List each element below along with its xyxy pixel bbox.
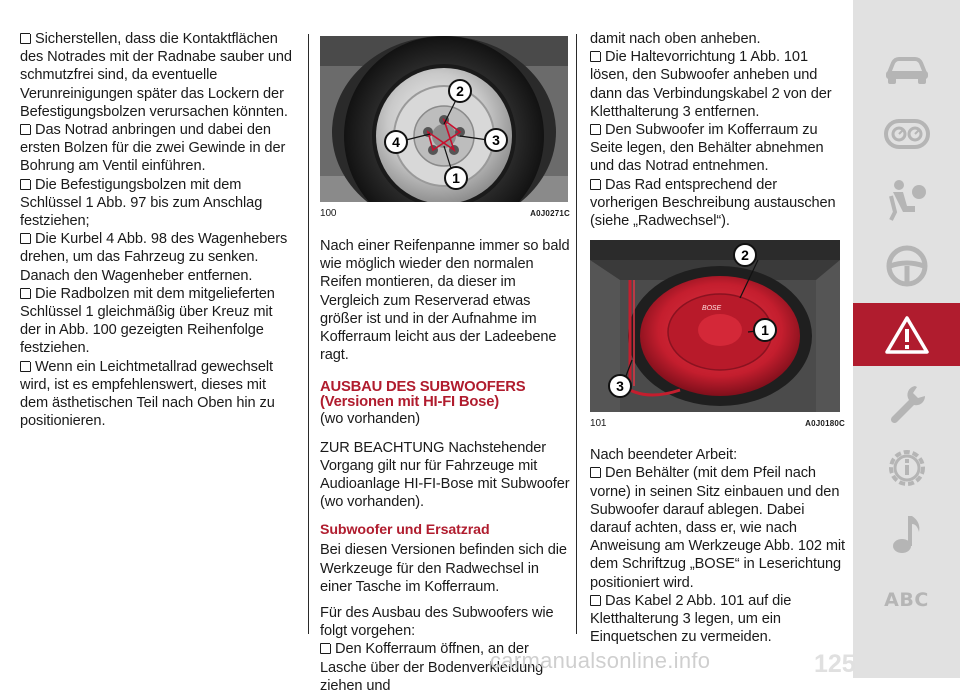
column-middle — [320, 33, 570, 695]
checkbox-bullet-icon — [590, 51, 601, 62]
callout-1 — [445, 167, 467, 189]
warning-triangle-icon — [884, 315, 930, 355]
paragraph-intro: Nach einer Reifenpanne immer so bald wie möglich wieder den normalen Reifen montieren, da dieser im Vergleich zum Reserverad etwas größer ist und in der Aufnahme im Kofferraum leicht aus der Ladeebene ragt. — [320, 238, 570, 364]
sidebar-item-index[interactable] — [853, 570, 960, 630]
list-item: Die Befestigungsbolzen mit dem Schlüssel 1 Abb. 97 bis zum Anschlag festziehen; — [20, 176, 263, 230]
sidebar-item-safety[interactable] — [853, 170, 960, 230]
svg-text:4: 4 — [392, 134, 400, 150]
callout-1 — [754, 319, 776, 341]
svg-text:1: 1 — [761, 322, 769, 339]
svg-text:3: 3 — [492, 132, 500, 148]
paragraph: Nach beendeter Arbeit: — [590, 447, 738, 464]
svg-text:2: 2 — [456, 83, 464, 99]
list-item: Den Subwoofer im Kofferraum zu Seite legen, den Behälter abnehmen und das Notrad entnehmen. — [590, 122, 824, 175]
column-right — [590, 30, 845, 646]
figure-caption-101 — [590, 418, 845, 430]
section-heading: AUSBAU DES SUBWOOFERS (Versionen mit HI-FI Bose) — [320, 379, 526, 411]
heading-note: (wo vorhanden) — [320, 411, 421, 428]
wrench-icon — [887, 382, 927, 426]
checkbox-bullet-icon — [20, 33, 31, 44]
checkbox-bullet-icon — [590, 595, 601, 606]
list-item: Sicherstellen, dass die Kontaktflächen des Notrades mit der Radnabe sauber und schmutzfrei sind, da eventuelle Verunreinigungen später das Lockern der Befestigungsbolzen verursachen könnten. — [20, 31, 292, 120]
sidebar-item-maintenance[interactable] — [853, 374, 960, 434]
dashboard-icon — [884, 119, 930, 149]
checkbox-bullet-icon — [20, 288, 31, 299]
svg-text:2: 2 — [741, 247, 749, 264]
figure-caption-100 — [320, 208, 570, 220]
checkbox-bullet-icon — [20, 124, 31, 135]
checkbox-bullet-icon — [20, 179, 31, 190]
figure-code: A0J0180C — [805, 419, 845, 429]
figure-100 — [320, 36, 568, 202]
callout-3 — [485, 129, 507, 151]
checkbox-bullet-icon — [20, 233, 31, 244]
page-number: 125 — [814, 650, 856, 678]
airbag-icon — [885, 178, 929, 222]
svg-text:BOSE: BOSE — [702, 305, 722, 313]
checkbox-bullet-icon — [320, 643, 331, 654]
checkbox-bullet-icon — [590, 179, 601, 190]
sidebar-item-driving[interactable] — [853, 236, 960, 296]
svg-text:1: 1 — [452, 170, 460, 186]
abc-label: ABC — [884, 589, 929, 611]
column-left — [20, 30, 295, 430]
figure-number: 100 — [320, 208, 337, 219]
list-item: Die Radbolzen mit dem mitgelieferten Schlüssel 1 gleichmäßig über Kreuz mit der in Abb. 100 gezeigten Reihenfolge festziehen. — [20, 285, 275, 357]
car-icon — [883, 55, 931, 85]
note-paragraph: ZUR BEACHTUNG Nachstehender Vorgang gilt nur für Fahrzeuge mit Audioanlage HI-FI-Bose mit Subwoofer (wo vorhanden). — [320, 439, 570, 511]
wheel-illustration — [320, 36, 568, 202]
figure-number: 101 — [590, 418, 607, 430]
trunk-subwoofer-illustration — [590, 240, 840, 412]
callout-2 — [449, 80, 471, 102]
steering-wheel-icon — [885, 244, 929, 288]
subheading: Subwoofer und Ersatzrad — [320, 522, 490, 539]
list-item: Die Haltevorrichtung 1 Abb. 101 lösen, den Subwoofer anheben und dann das Verbindungskabel 2 von der Kletthalterung 3 entfernen. — [590, 49, 832, 120]
list-item: Den Kofferraum öffnen, an der Lasche über der Bodenverkleidung ziehen und — [320, 641, 544, 694]
list-item: Das Rad entsprechend der vorherigen Beschreibung austauschen (siehe „Radwechsel“). — [590, 176, 836, 230]
chapter-sidebar — [853, 0, 960, 678]
sidebar-item-emergency[interactable] — [853, 303, 960, 366]
list-item: Das Kabel 2 Abb. 101 auf die Kletthalterung 3 legen, um ein Einquetschen zu vermeiden. — [590, 592, 792, 646]
column-divider — [308, 34, 309, 634]
figure-101 — [590, 240, 840, 412]
column-divider — [576, 34, 577, 634]
sidebar-item-dashboard[interactable] — [853, 104, 960, 164]
list-item: Die Kurbel 4 Abb. 98 des Wagenhebers drehen, um das Fahrzeug zu senken. Danach den Wagenheber entfernen. — [20, 231, 288, 284]
figure-code: A0J0271C — [530, 209, 570, 218]
callout-4 — [385, 131, 407, 153]
list-item: Das Notrad anbringen und dabei den ersten Bolzen für die zwei Gewinde in der Bohrung am Ventil einführen. — [20, 122, 286, 175]
list-item: Wenn ein Leichtmetallrad gewechselt wird, ist es empfehlenswert, dieses mit dem ästhetischen Teil nach Oben hin zu positionieren. — [20, 358, 275, 430]
svg-text:3: 3 — [616, 378, 624, 395]
list-item: Den Behälter (mit dem Pfeil nach vorne) in seinen Sitz einbauen und den Subwoofer darauf ablegen. Dabei darauf achten, dass er, wie nach Anweisung am Werkzeuge Abb. 102 mit dem Schriftzug „BOSE“ in Leserichtung positioniert wird. — [590, 465, 846, 591]
gear-info-icon — [884, 445, 930, 491]
paragraph: damit nach oben anheben. — [590, 31, 761, 47]
paragraph: Bei diesen Versionen befinden sich die Werkzeuge für den Radwechsel in einer Tasche im Kofferraum. — [320, 542, 567, 595]
music-note-icon — [889, 512, 925, 556]
sidebar-item-technical[interactable] — [853, 438, 960, 498]
checkbox-bullet-icon — [590, 124, 601, 135]
checkbox-bullet-icon — [20, 361, 31, 372]
paragraph: Für des Ausbau des Subwoofers wie folgt vorgehen: — [320, 605, 554, 640]
sidebar-item-car[interactable] — [853, 40, 960, 100]
sidebar-item-multimedia[interactable] — [853, 504, 960, 564]
checkbox-bullet-icon — [590, 467, 601, 478]
callout-2 — [734, 244, 756, 266]
callout-3 — [609, 375, 631, 397]
watermark: carmanualsonline.info — [490, 648, 711, 673]
